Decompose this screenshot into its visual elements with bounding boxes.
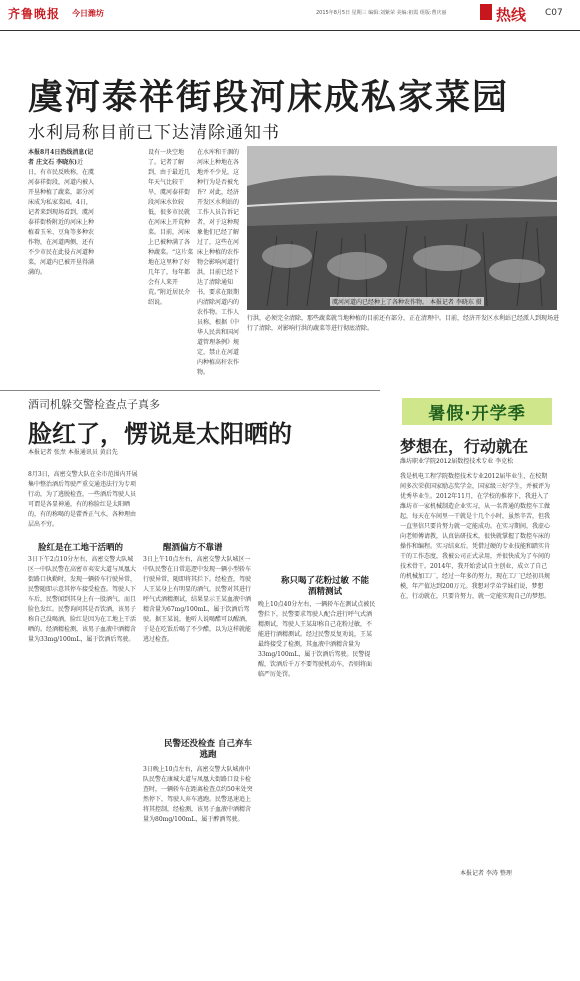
article2-subhead-1: 脸红是在工地干活晒的 bbox=[38, 543, 124, 553]
article1-col2-text: 设有一块空地了。记者了解到，由于最近几年天气比较干旱，虞河泰祥街段河床水位较低，很多市民就在河床上开荒种菜。目前，河床上已被种满了各种蔬菜。“这片菜地在这里种了好几年了，每年都会有人来开荒。”附近居民介绍说。 bbox=[148, 149, 194, 306]
article2-subhead-2: 醒酒偏方不靠谱 bbox=[163, 543, 223, 553]
article3-body bbox=[400, 472, 552, 857]
article2-sub2-text: 3日上午10点左右，高密交警大队城区一中队民警在日常巡逻中发现一辆小型轿车行驶异常，随即将其拦下。经检查，驾驶人王某身上有明显的酒气，民警对其进行呼气式酒精测试，结果显示王某血液中酒精含量为67mg/100mL，属于饮酒后驾驶。据王某说，他听人说喝醋可以醒酒，于是在吃饭后喝了不少醋，以为这样就能逃过检查。 bbox=[143, 556, 252, 643]
article2-section-2 bbox=[143, 555, 255, 735]
article1-col1b bbox=[98, 148, 146, 358]
article3-school-line: 潍坊职业学院2012届数控技术专业 李克松 bbox=[400, 458, 514, 465]
article3-body-text: 我是机电工程学院数控技术专业2012届毕业生，在校期间多次荣获国家励志奖学金，国家级三好学生，并被评为优秀毕业生。2012年11月，在学校的推荐下，我进入了潍坊市一家机械制造企业实习，从一名普通的数控车工做起，每天在车间里一干就是十几个小时，虽然辛苦，但我一直坚信只要肯努力就一定能成功。在实习期间，我虚心向老师傅请教，认真钻研技术，很快就掌握了数控车床的操作和编程。实习结束后，凭借过硬的专业技能和踏实肯干的工作态度，我被公司正式录用，并很快成为了车间的技术骨干。2014年，我开始尝试自主创业，成立了自己的机械加工厂，经过一年多的努力，现在工厂已经初具规模，年产值达到200万元。我想对学弟学妹们说，梦想在，行动就在，只要肯努力，就一定能实现自己的梦想。 bbox=[400, 473, 551, 600]
article2-byline: 本报记者 张焘 本报通讯员 黄启先 bbox=[28, 449, 118, 456]
article2-headline: 脸红了，愣说是太阳晒的 bbox=[28, 420, 292, 448]
photo-caption: 虞河河道内已经种上了各种农作物。 本报记者 李晓东 摄 bbox=[332, 299, 482, 306]
article1-subhead: 水利局称目前已下达清除通知书 bbox=[28, 123, 280, 143]
article3-title: 梦想在，行动就在 bbox=[400, 437, 529, 456]
riverbed-garden-photo bbox=[247, 146, 557, 310]
article2-sub3-text: 3日晚上10点左右，高密交警大队城南中队民警在康城大道与凤凰大街路口设卡检查时，一辆轿车在距离检查点约50米处突然停下，驾驶人弃车逃跑。民警迅速追上将其控制，经检测，该男子血液中酒精含量为80mg/100mL，属于醉酒驾驶。 bbox=[143, 766, 253, 823]
article2-sub1-text: 3日下午2点10分左右，高密交警大队城区一中队民警在高密市夷安大道与凤凰大街路口执勤时，发现一辆轿车行驶异常，民警随即示意其停车接受检查。驾驶人下车后，民警闻到其身上有一股酒气，而且脸色发红。民警询问其是否饮酒，该男子称自己没喝酒，脸红是因为在工地上干活晒的。经酒精检测，该男子血液中酒精含量为33mg/100mL，属于饮酒后驾驶。 bbox=[28, 556, 137, 643]
article2-subhead-4: 称只喝了花粉过敏 不能酒精测试 bbox=[281, 576, 369, 597]
article1-col3 bbox=[197, 148, 243, 376]
section-divider bbox=[0, 390, 380, 391]
article2-lead bbox=[28, 470, 138, 530]
article1-lead-label: 本报8月4日热线消息(记者 庄文石 李晓东) bbox=[28, 149, 94, 166]
section-name: 今日潍坊 bbox=[72, 9, 104, 18]
article2-section-1 bbox=[28, 555, 138, 805]
logo-text: 暑假·开学季 bbox=[428, 404, 526, 424]
article1-col2 bbox=[148, 148, 194, 358]
article2-section-3 bbox=[143, 765, 255, 823]
article1-col3-text: 在水库和干涸的河床上种地在各地并不少见，这种行为是否被允许？对此，经济开发区水利站的工作人员告诉记者，对于这种现象他们已经了解过了，这些在河床上种植的农作物会影响河道行洪，目前已经下达了清除通知书，要求在限期内清除河道内的农作物。工作人员称，根据《中华人民共和国河道管理条例》规定，禁止在河道内种植高秆农作物。 bbox=[197, 149, 240, 376]
newspaper-brand-logo: 齐鲁晚报 bbox=[8, 7, 61, 21]
article2-section-4 bbox=[258, 600, 376, 805]
edition-meta: 2015年8月5日 星期三 编辑:刘紫荣 美编:祖霞 组版:曹庆丽 bbox=[316, 10, 447, 16]
back-to-school-logo bbox=[402, 398, 552, 425]
article1-col1-text: 近日，有市民反映称，在虞河泰祥街段，河道内被人开垦种植了蔬菜，部分河床成为私家菜园。4日，记者来到现场看到，虞河泰祥街桥附近的河床上种植着玉米、豆角等多种农作物，在河道两侧，还有不少市民在此侵占河道种菜，河道内已被开垦得满满的。 bbox=[28, 159, 95, 276]
article1-bottom-text: 行洪，必须完全清除，那些蔬菜就当地种植的目前还有部分，正在清理中。目前，经济开发区水利站已经派人到现场进行了清除，对影响行洪的蔬菜等进行彻底清除。 bbox=[247, 315, 560, 332]
article2-subhead-3: 民警还没检查 自己弃车逃跑 bbox=[164, 739, 252, 760]
article1-lead bbox=[28, 148, 94, 408]
article1-bottom-row bbox=[247, 314, 559, 384]
page-header bbox=[0, 0, 580, 30]
article3-signoff: 本报记者 李涛 整理 bbox=[460, 870, 512, 877]
article2-lead-text: 8月3日，高密交警大队在全市范围内开展集中整治酒后驾驶严重交通违法行为专项行动，为了逃脱检查，一些酒后驾驶人员可谓是各显神通，有的称脸红是太阳晒的，有的称喝的是藿香正气水，各种理由层出不穷。 bbox=[28, 471, 138, 528]
article2-col2-top bbox=[143, 470, 255, 540]
article2-col3-top bbox=[258, 470, 376, 570]
header-rule bbox=[0, 30, 580, 31]
article2-sub4-text: 晚上10点40分左右，一辆轿车在测试点被民警拦下，民警要求驾驶人配合进行呼气式酒精测试，驾驶人王某却称自己花粉过敏，不能进行酒精测试。经过民警反复劝说，王某最终接受了检测，其血液中酒精含量为33mg/100mL，属于饮酒后驾驶。民警提醒，饮酒后千万不要驾驶机动车，否则将面临严厉处罚。 bbox=[258, 601, 376, 678]
article1-headline: 虞河泰祥街段河床成私家菜园 bbox=[28, 78, 510, 118]
page-number: C07 bbox=[545, 8, 563, 18]
article2-kicker: 酒司机躲交警检查点子真多 bbox=[28, 398, 160, 411]
column-marker-icon bbox=[480, 4, 492, 20]
column-name: 热线 bbox=[496, 6, 527, 24]
riverbed-photo-graphic bbox=[247, 146, 557, 310]
